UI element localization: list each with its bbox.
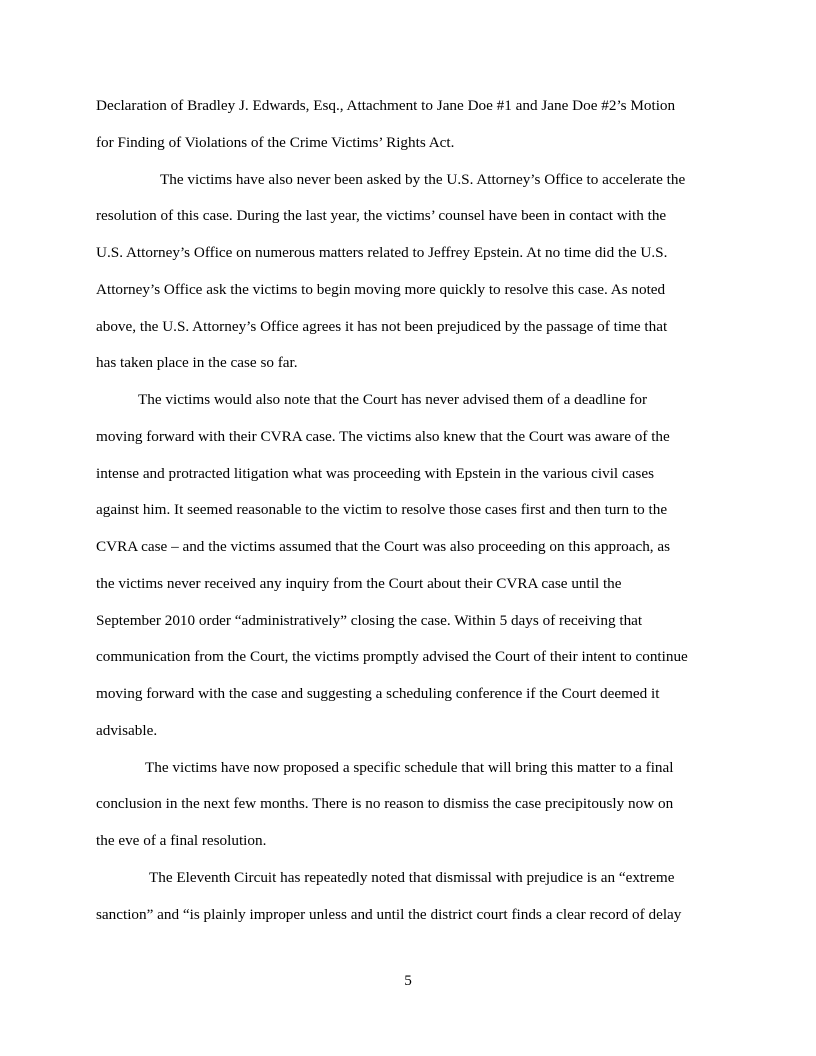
text-line: communication from the Court, the victims promptly advised the Court of their intent to continue — [96, 648, 688, 666]
text-line: resolution of this case. During the last year, the victims’ counsel have been in contact with the — [96, 207, 667, 225]
text-line: The Eleventh Circuit has repeatedly noted that dismissal with prejudice is an “extreme — [149, 868, 675, 886]
text-line: conclusion in the next few months. There is no reason to dismiss the case precipitously now on — [96, 795, 674, 813]
text-line: U.S. Attorney’s Office on numerous matters related to Jeffrey Epstein. At no time did the U.S. — [96, 244, 668, 261]
text-line: CVRA case – and the victims assumed that the Court was also proceeding on this approach, as — [96, 538, 671, 555]
text-line: moving forward with their CVRA case. The victims also knew that the Court was aware of the — [96, 427, 670, 445]
text-line: Attorney’s Office ask the victims to begin moving more quickly to resolve this case. As noted — [96, 280, 666, 298]
text-line: for Finding of Violations of the Crime Victims’ Rights Act. — [96, 133, 455, 151]
text-line: has taken place in the case so far. — [96, 354, 298, 372]
text-line: The victims have now proposed a specific schedule that will bring this matter to a final — [145, 758, 674, 776]
text-line: against him. It seemed reasonable to the victim to resolve those cases first and then turn to the — [96, 501, 668, 519]
text-line: above, the U.S. Attorney’s Office agrees it has not been prejudiced by the passage of time that — [96, 317, 668, 335]
text-line: the eve of a final resolution. — [96, 832, 267, 849]
text-line: advisable. — [96, 721, 158, 739]
text-line: The victims would also note that the Court has never advised them of a deadline for — [138, 391, 648, 408]
text-line: The victims have also never been asked by the U.S. Attorney’s Office to accelerate the — [160, 170, 686, 188]
text-line: the victims never received any inquiry from the Court about their CVRA case until the — [96, 574, 622, 592]
text-line: Declaration of Bradley J. Edwards, Esq., Attachment to Jane Doe #1 and Jane Doe #2’s Motion — [96, 97, 676, 114]
page-number: 5 — [404, 972, 412, 989]
text-line: sanction” and “is plainly improper unless and until the district court finds a clear record of delay — [96, 905, 682, 923]
text-line: September 2010 order “administratively” closing the case. Within 5 days of receiving that — [96, 611, 643, 629]
text-line: intense and protracted litigation what was proceeding with Epstein in the various civil cases — [96, 464, 654, 482]
text-line: moving forward with the case and suggesting a scheduling conference if the Court deemed it — [96, 685, 660, 702]
